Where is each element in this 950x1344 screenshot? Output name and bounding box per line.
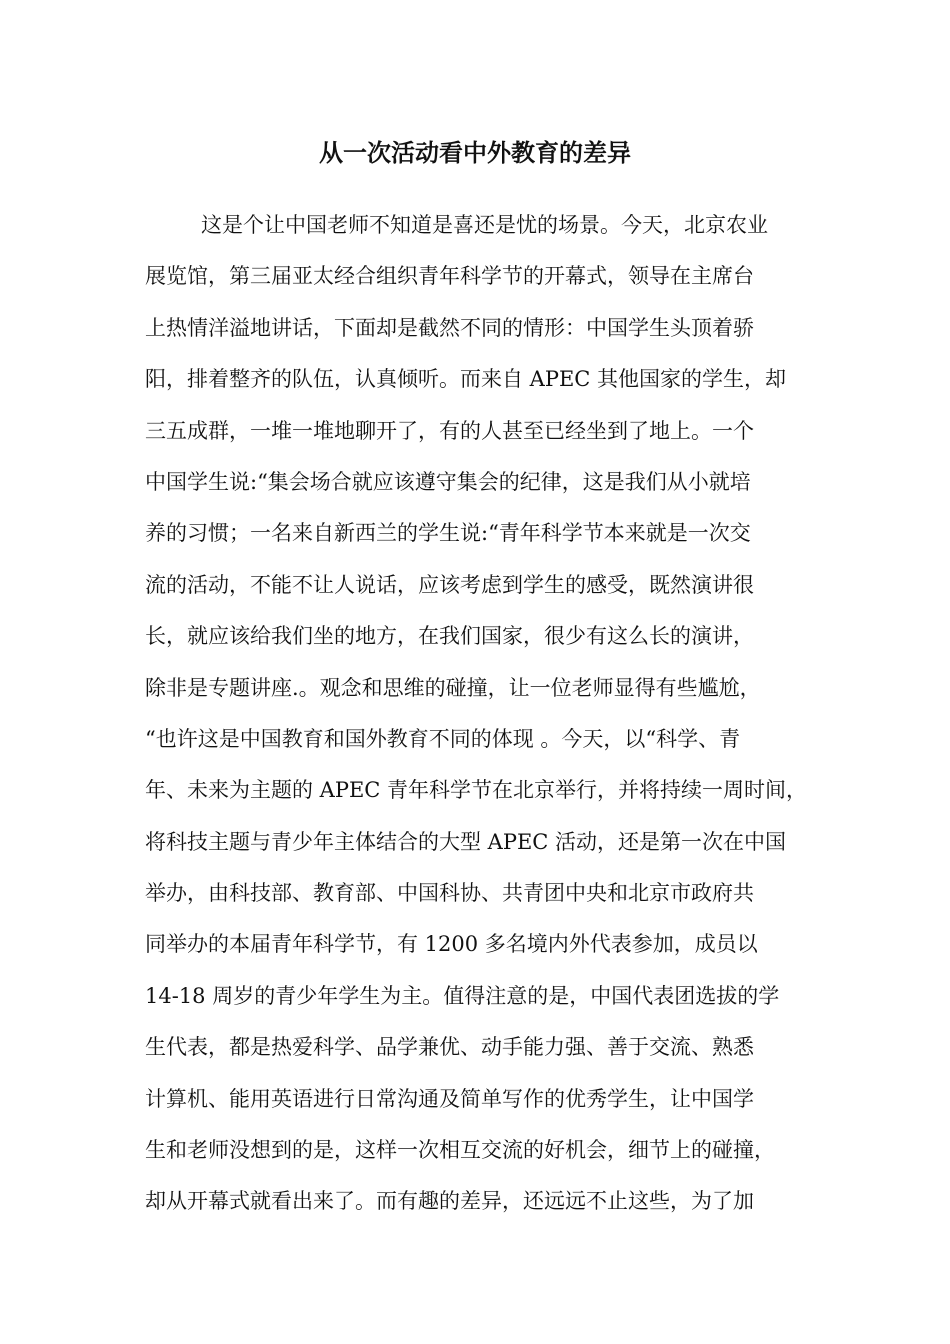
paragraph-line: 中国学生说:“集会场合就应该遵守集会的纪律，这是我们从小就培 [145,469,751,494]
paragraph-line: 这是个让中国老师不知道是喜还是忧的场景。今天，北京农业 [201,213,768,237]
paragraph-line: 将科技主题与青少年主体结合的大型 APEC 活动，还是第一次在中国 [145,829,787,854]
paragraph-line: 养的习惯；一名来自新西兰的学生说:“青年科学节本来就是一次交 [145,521,751,546]
paragraph-line: “也许这是中国教育和国外教育不同的体现 。今天，以“科学、青 [145,726,741,751]
document-title: 从一次活动看中外教育的差异 [319,138,631,167]
paragraph-line: 年、未来为主题的 APEC 青年科学节在北京举行，并将持续一周时间， [145,778,808,803]
paragraph-line: 展览馆，第三届亚太经合组织青年科学节的开幕式，领导在主席台 [145,264,754,289]
paragraph-line: 阳，排着整齐的队伍，认真倾听。而来自 APEC 其他国家的学生，却 [145,367,787,392]
paragraph-line: 流的活动，不能不让人说话，应该考虑到学生的感受，既然演讲很 [145,572,754,597]
paragraph-line: 三五成群，一堆一堆地聊开了，有的人甚至已经坐到了地上。一个 [145,418,754,443]
paragraph-line: 举办，由科技部、教育部、中国科协、共青团中央和北京市政府共 [145,881,754,906]
paragraph-line: 却从开幕式就看出来了。而有趣的差异，还远远不止这些，为了加 [145,1189,754,1214]
paragraph-line: 上热情洋溢地讲话，下面却是截然不同的情形：中国学生头顶着骄 [145,315,754,340]
paragraph-line: 长，就应该给我们坐的地方，在我们国家，很少有这么长的演讲， [145,624,754,649]
paragraph-line: 14-18 周岁的青少年学生为主。值得注意的是，中国代表团选拔的学 [145,983,780,1008]
paragraph-line: 同举办的本届青年科学节，有 1200 多名境内外代表参加，成员以 [145,932,758,957]
paragraph-line: 计算机、能用英语进行日常沟通及简单写作的优秀学生，让中国学 [145,1086,754,1111]
document-body [145,208,825,1236]
paragraph-line: 生和老师没想到的是，这样一次相互交流的好机会，细节上的碰撞， [145,1138,775,1163]
paragraph-line: 除非是专题讲座.。观念和思维的碰撞，让一位老师显得有些尴尬， [145,675,761,700]
paragraph-line: 生代表，都是热爱科学、品学兼优、动手能力强、善于交流、熟悉 [145,1035,754,1060]
